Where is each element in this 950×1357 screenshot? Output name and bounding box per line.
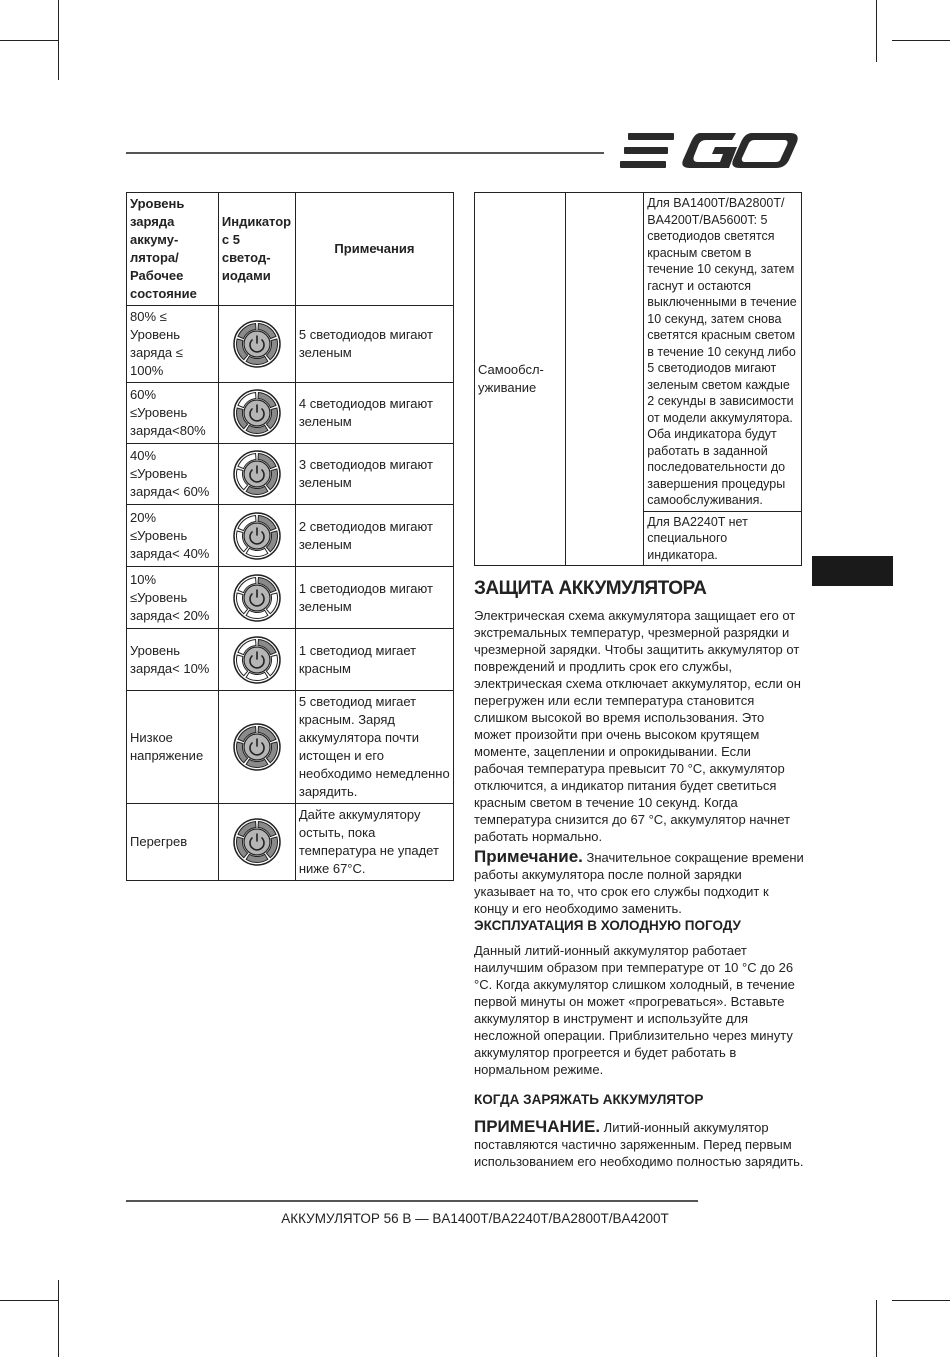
ego-logo <box>620 130 800 172</box>
note-label: Примечание. <box>474 847 583 866</box>
table-row <box>127 629 454 691</box>
table-row <box>127 804 454 881</box>
header-state <box>127 193 219 306</box>
footer-rule <box>126 1200 698 1202</box>
battery-led-ring-icon <box>232 635 282 685</box>
battery-led-ring-icon <box>232 511 282 561</box>
note-cell: 5 светодиод мигает красным. Заряд аккумулятора почти истощен и его необходимо немедленно зарядить. <box>295 691 453 804</box>
table-row <box>127 505 454 567</box>
note-label: ПРИМЕЧАНИЕ. <box>474 1117 601 1136</box>
battery-led-ring-icon <box>232 722 282 772</box>
header-line: иодами <box>221 268 271 283</box>
note-cell: 2 светодиодов мигают зеленым <box>295 505 453 567</box>
header-notes: Примечания <box>295 193 453 306</box>
note-cell: 4 светодиодов мигают зеленым <box>295 383 453 444</box>
cold-weather-title: ЭКСПЛУАТАЦИЯ В ХОЛОДНУЮ ПОГОДУ <box>474 918 741 933</box>
note-text: Литий-ионный аккумулятор поставляются частично заряженным. Перед первым использованием его необходимо полностью зарядить. <box>474 1120 804 1169</box>
header-indicator <box>218 193 295 306</box>
self-service-table <box>474 192 802 566</box>
header-line: аккуму- <box>130 232 179 247</box>
led-indicator-icon <box>218 804 295 881</box>
table-row <box>127 567 454 629</box>
note-cell: 1 светодиодов мигают зеленым <box>295 567 453 629</box>
note-cell: Дайте аккумулятору остыть, пока температура не упадет ниже 67°C. <box>295 804 453 881</box>
led-indicator-icon <box>218 444 295 505</box>
note-cell: 5 светодиодов мигают зеленым <box>295 306 453 383</box>
note-cell: 1 светодиод мигает красным <box>295 629 453 691</box>
header-line: Уровень <box>130 196 185 211</box>
state-cell: 80% ≤ Уровень заряда ≤ 100% <box>127 306 219 383</box>
note-cell: Для BA2240T нет специального индикатора. <box>644 511 802 566</box>
section-tab-marker <box>812 556 893 586</box>
state-cell: Низкое напряжение <box>127 691 219 804</box>
protection-body <box>474 607 804 917</box>
table-row <box>475 193 802 512</box>
table-row <box>127 444 454 505</box>
header-line: Индикатор <box>221 214 292 229</box>
when-to-charge-title: КОГДА ЗАРЯЖАТЬ АККУМУЛЯТОР <box>474 1092 704 1107</box>
led-indicator-icon <box>218 383 295 444</box>
crop-mark <box>0 1300 58 1301</box>
protection-note <box>474 848 804 917</box>
led-indicator-icon <box>218 567 295 629</box>
led-indicator-icon <box>218 691 295 804</box>
battery-led-ring-icon <box>232 573 282 623</box>
note-text: Значительное сокращение времени работы аккумулятора после полной зарядки указывает на то, что срок его службы подходит к концу и его необходимо заменить. <box>474 850 804 916</box>
state-cell: 20% ≤Уровень заряда< 40% <box>127 505 219 567</box>
battery-led-ring-icon <box>232 449 282 499</box>
table-row <box>127 383 454 444</box>
when-to-charge-body <box>474 1118 804 1170</box>
crop-mark <box>876 1300 877 1357</box>
state-cell: 60% ≤Уровень заряда<80% <box>127 383 219 444</box>
led-indicator-icon <box>218 306 295 383</box>
crop-mark <box>0 40 58 41</box>
note-cell: 3 светодиодов мигают зеленым <box>295 444 453 505</box>
led-indicator-icon <box>218 629 295 691</box>
crop-mark <box>58 0 59 80</box>
crop-mark <box>876 0 877 62</box>
note-cell: Для BA1400T/BA2800T/ BA4200T/BA5600T: 5 светодиодов светятся красным светом в течение 10 секунд, затем гаснут и остаются выключенными в течение 10 секунд, затем снова светятся красным светом в течение 10 секунд либо 5 светодиодов мигают зеленым светом каждые 2 секунды в зависимости от модели аккумулятора. Оба индикатора будут работать в заданной последовательности до завершения процедуры самообслуживания. <box>644 193 802 512</box>
battery-led-ring-icon <box>232 388 282 438</box>
table-row <box>127 306 454 383</box>
table-header-row <box>127 193 454 306</box>
state-cell: 40% ≤Уровень заряда< 60% <box>127 444 219 505</box>
protection-title: ЗАЩИТА АККУМУЛЯТОРА <box>474 578 707 599</box>
header-line: состояние <box>130 286 197 301</box>
battery-led-ring-icon <box>232 319 282 369</box>
header-line: Рабочее <box>130 268 184 283</box>
state-cell: Самообсл-уживание <box>475 193 566 566</box>
charge-level-table <box>126 192 454 881</box>
battery-led-ring-icon <box>232 817 282 867</box>
header-line: с 5 светод- <box>221 232 271 265</box>
empty-indicator-cell <box>565 193 643 566</box>
crop-mark <box>892 40 950 41</box>
cold-weather-body: Данный литий-ионный аккумулятор работает наилучшим образом при температуре от 10 °C до 26 °C. Когда аккумулятор слишком холодный, в течение первой минуты он может «прогреваться». Вставьте аккумулятор в инструмент и используйте для несложной операции. Приблизительно через минуту аккумулятор прогреется и будет работать в нормальном режиме. <box>474 943 795 1077</box>
header-line: лятора/ <box>130 250 179 265</box>
state-cell: Перегрев <box>127 804 219 881</box>
page-footer: АККУМУЛЯТОР 56 В — BA1400T/BA2240T/BA2800T/BA4200T <box>281 1211 669 1226</box>
led-indicator-icon <box>218 505 295 567</box>
header-line: заряда <box>130 214 175 229</box>
table-row <box>127 691 454 804</box>
header-rule <box>126 152 604 154</box>
state-cell: 10% ≤Уровень заряда< 20% <box>127 567 219 629</box>
protection-text: Электрическая схема аккумулятора защищает его от экстремальных температур, чрезмерной разрядки и чрезмерной зарядки. Чтобы защитить аккумулятор от повреждений и продлить срок его службы, электрическая схема отключает аккумулятор, если он перегружен или если температура становится слишком высокой во время использования. Это может произойти при очень высоком крутящем моменте, зацеплении и опрокидывании. Если рабочая температура превысит 70 °C, аккумулятор отключится, а индикатор питания будет светиться красным светом в течение 10 секунд. Когда температура снизится до 67 °C, аккумулятор начнет работать нормально. <box>474 608 801 844</box>
crop-mark <box>892 1300 950 1301</box>
state-cell: Уровень заряда< 10% <box>127 629 219 691</box>
crop-mark <box>58 1280 59 1357</box>
